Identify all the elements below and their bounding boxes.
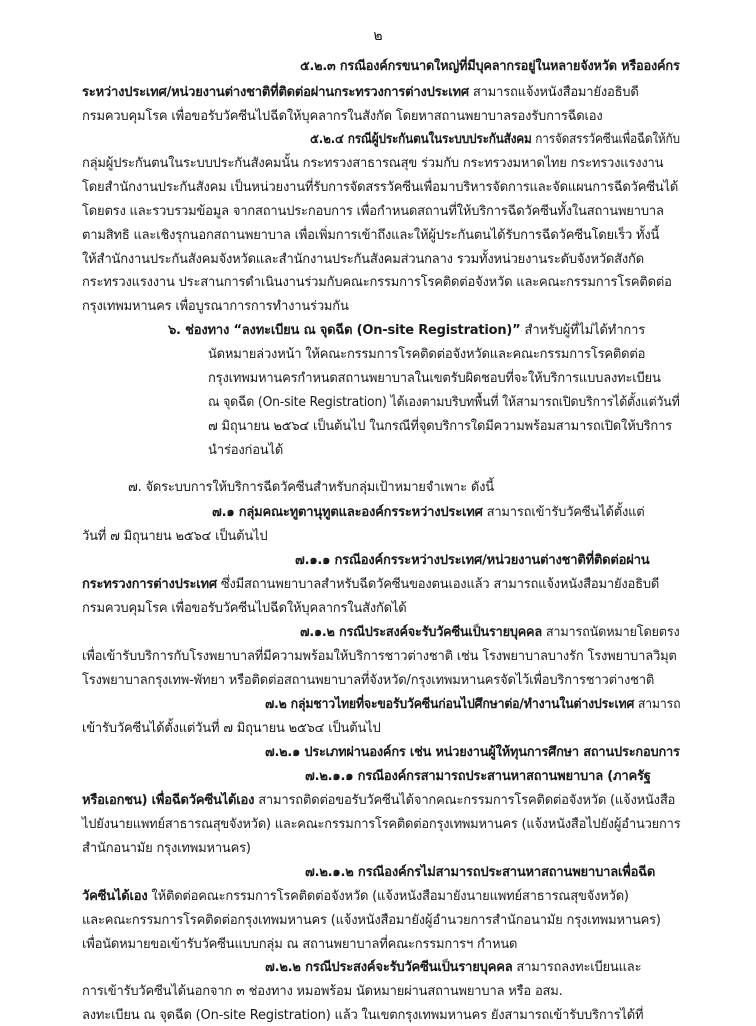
text-line bbox=[82, 154, 663, 174]
line-text: กรมควบคุมโรค เพื่อขอรับวัคซีนไปฉีดให้บุคลากรในสังกัด โดยหาสถานพยาบาลรองรับการฉีดเอง bbox=[82, 109, 603, 124]
text-line bbox=[82, 935, 517, 955]
text-line bbox=[82, 647, 677, 667]
text-line bbox=[82, 671, 654, 691]
bold-heading: หรือเอกชน) เพื่อฉีดวัคซีนได้เอง bbox=[82, 793, 255, 808]
line-text: ลงทะเบียน ณ จุดฉีด (On-site Registration) แล้ว ในเขตกรุงเทพมหานคร ยังสามารถเข้ารับบริการได้ที่ bbox=[82, 1008, 644, 1023]
text-line bbox=[82, 839, 251, 859]
line-text: การเข้ารับวัคซีนได้นอกจาก ๓ ช่องทาง หมอพร้อม นัดหมายผ่านสถานพยาบาล หรือ อสม. bbox=[82, 984, 563, 999]
text-line bbox=[82, 1006, 643, 1026]
line-text: เพื่อนัดหมายขอเข้ารับวัคซีนแบบกลุ่ม ณ สถานพยาบาลที่คณะกรรมการฯ กำหนด bbox=[82, 937, 518, 952]
text-line bbox=[300, 57, 680, 77]
bold-heading: กระทรวงการต่างประเทศ bbox=[82, 577, 217, 592]
text-line bbox=[82, 107, 603, 127]
text-line bbox=[208, 393, 680, 413]
line-text: เพื่อเข้ารับบริการกับโรงพยาบาลที่มีความพร้อมให้บริการชาวต่างชาติ เช่น โรงพยาบาลบางรัก โรงพยาบาลวิมุต bbox=[82, 649, 677, 664]
text-line bbox=[82, 202, 664, 222]
text-line bbox=[305, 767, 651, 787]
text-line bbox=[128, 478, 494, 498]
line-text: ซึ่งมีสถานพยาบาลสำหรับฉีดวัคซีนของตนเองแล้ว สามารถแจ้งหนังสือมายังอธิบดี bbox=[216, 577, 660, 592]
text-line bbox=[265, 695, 680, 715]
bold-heading: ๗.๒.๒ กรณีประสงค์จะรับวัคซีนเป็นรายบุคคล bbox=[265, 960, 513, 975]
bold-heading: ๗.๒.๑ ประเภทผ่านองค์กร เช่น หน่วยงานผู้ให้ทุนการศึกษา สถานประกอบการ bbox=[265, 745, 680, 760]
line-text: สามารถติดต่อขอรับวัคซีนได้จากคณะกรรมการโรคติดต่อจังหวัด (แจ้งหนังสือ bbox=[254, 793, 676, 808]
line-text: กรุงเทพมหานครกำหนดสถานพยาบาลในเขตรับผิดชอบที่จะให้บริการแบบลงทะเบียน bbox=[208, 371, 661, 386]
line-text: วันที่ ๗ มิถุนายน ๒๕๖๔ เป็นต้นไป bbox=[82, 529, 268, 544]
text-line bbox=[295, 551, 649, 571]
line-text: สามารถแจ้งหนังสือมายังอธิบดี bbox=[468, 85, 639, 100]
bold-heading: ระหว่างประเทศ/หน่วยงานต่างชาติที่ติดต่อผ่านกระทรวงการต่างประเทศ bbox=[82, 85, 469, 100]
line-text: เข้ารับวัคซีนได้ตั้งแต่วันที่ ๗ มิถุนายน ๒๕๖๔ เป็นต้นไป bbox=[82, 721, 381, 736]
line-text: ให้สำนักงานประกันสังคมจังหวัดและสำนักงานประกันสังคมส่วนกลาง รวมทั้งหน่วยงานระดับจังหวัดสังกัด bbox=[82, 252, 644, 267]
line-text: การจัดสรรวัคซีนเพื่อฉีดให้กับ bbox=[531, 132, 680, 147]
text-line bbox=[265, 958, 641, 978]
line-text: สามารถเข้ารับวัคซีนได้ตั้งแต่ bbox=[482, 505, 645, 520]
text-line bbox=[82, 527, 267, 547]
text-line bbox=[82, 599, 406, 619]
line-text: สามารถนัดหมายโดยตรง bbox=[541, 625, 680, 640]
bold-heading: ๖. ช่องทาง “ลงทะเบียน ณ จุดฉีด (On-site Registration)” bbox=[168, 323, 521, 338]
bold-heading: ๗.๑.๒ กรณีประสงค์จะรับวัคซีนเป็นรายบุคคล bbox=[300, 625, 542, 640]
text-line bbox=[82, 982, 563, 1002]
text-line bbox=[305, 863, 655, 883]
line-text: กลุ่มผู้ประกันตนในระบบประกันสังคมนั้น กระทรวงสาธารณสุข ร่วมกับ กระทรวงมหาดไทย กระทรวงแรงงาน bbox=[82, 156, 664, 171]
line-text: นัดหมายล่วงหน้า ให้คณะกรรมการโรคติดต่อจังหวัดและคณะกรรมการโรคติดต่อ bbox=[208, 347, 646, 362]
line-text: นำร่องก่อนได้ bbox=[208, 443, 284, 458]
text-line bbox=[208, 417, 672, 437]
text-line bbox=[82, 791, 675, 811]
line-text: กระทรวงแรงงาน ประสานการดำเนินงานร่วมกับคณะกรรมการโรคติดต่อจังหวัด และคณะกรรมการโรคติดต่อ bbox=[82, 275, 672, 290]
text-line bbox=[82, 83, 639, 103]
text-line bbox=[82, 250, 644, 270]
bold-heading: ๗.๑.๑ กรณีองค์กรระหว่างประเทศ/หน่วยงานต่างชาติที่ติดต่อผ่าน bbox=[295, 553, 650, 568]
text-line bbox=[300, 623, 680, 643]
text-line bbox=[82, 887, 629, 907]
line-text: กรุงเทพมหานคร เพื่อบูรณาการการทำงานร่วมกัน bbox=[82, 299, 349, 314]
text-line bbox=[82, 178, 678, 198]
text-line bbox=[265, 743, 680, 763]
bold-heading: วัคซีนได้เอง bbox=[82, 889, 148, 904]
line-text: ๗. จัดระบบการให้บริการฉีดวัคซีนสำหรับกลุ่มเป้าหมายจำเพาะ ดังนี้ bbox=[128, 480, 494, 495]
text-line bbox=[82, 226, 659, 246]
page-number: ๒ bbox=[373, 28, 383, 44]
line-text: โดยสำนักงานประกันสังคม เป็นหน่วยงานที่รับการจัดสรรวัคซีนเพื่อมาบริหารจัดการและจัดแผนการฉีดวัคซีนได้ bbox=[82, 180, 679, 195]
text-line bbox=[82, 273, 672, 293]
text-line bbox=[212, 503, 645, 523]
line-text: ตามสิทธิ และเชิงรุกนอกสถานพยาบาล เพื่อเพิ่มการเข้าถึงและให้ผู้ประกันตนได้รับการฉีดวัคซีนโดยเร็ว ทั้งนี้ bbox=[82, 228, 660, 243]
text-line bbox=[82, 815, 680, 835]
line-text: ไปยังนายแพทย์สาธารณสุขจังหวัด) และคณะกรรมการโรคติดต่อกรุงเทพมหานคร (แจ้งหนังสือไปยังผู้อำนวยการ bbox=[82, 817, 681, 832]
line-text: โรงพยาบาลกรุงเทพ-พัทยา หรือติดต่อสถานพยาบาลที่จังหวัด/กรุงเทพมหานครจัดไว้เพื่อบริการชาวต่างชาติ bbox=[82, 673, 655, 688]
text-line bbox=[310, 130, 680, 150]
line-text: โดยตรง และรวบรวมข้อมูล จากสถานประกอบการ เพื่อกำหนดสถานที่ให้บริการฉีดวัคซีนทั้งในสถานพยาบาล bbox=[82, 204, 664, 219]
bold-heading: ๗.๒ กลุ่มชาวไทยที่จะขอรับวัคซีนก่อนไปศึกษาต่อ/ทำงานในต่างประเทศ bbox=[265, 697, 635, 712]
text-line bbox=[208, 441, 283, 461]
bold-heading: ๗.๒.๑.๒ กรณีองค์กรไม่สามารถประสานหาสถานพยาบาลเพื่อฉีด bbox=[305, 865, 656, 880]
text-line bbox=[208, 345, 645, 365]
text-line bbox=[82, 719, 381, 739]
bold-heading: ๕.๒.๔ กรณีผู้ประกันตนในระบบประกันสังคม bbox=[310, 132, 532, 147]
text-line bbox=[168, 321, 645, 341]
text-line bbox=[208, 369, 661, 389]
line-text: สามารถ bbox=[634, 697, 681, 712]
line-text: สามารถลงทะเบียนและ bbox=[512, 960, 642, 975]
bold-heading: ๗.๒.๑.๑ กรณีองค์กรสามารถประสานหาสถานพยาบาล (ภาครัฐ bbox=[305, 769, 651, 784]
line-text: สำหรับผู้ที่ไม่ได้ทำการ bbox=[520, 323, 645, 338]
line-text: สำนักอนามัย กรุงเทพมหานคร) bbox=[82, 841, 251, 856]
line-text: กรมควบคุมโรค เพื่อขอรับวัคซีนไปฉีดให้บุคลากรในสังกัดได้ bbox=[82, 601, 407, 616]
line-text: และคณะกรรมการโรคติดต่อกรุงเทพมหานคร (แจ้งหนังสือมายังผู้อำนวยการสำนักอนามัย กรุงเทพมหานคร) bbox=[82, 913, 661, 928]
bold-heading: ๕.๒.๓ กรณีองค์กรขนาดใหญ่ที่มีบุคลากรอยู่ในหลายจังหวัด หรือองค์กร bbox=[300, 59, 680, 74]
text-line bbox=[82, 575, 659, 595]
text-line bbox=[82, 911, 661, 931]
text-line bbox=[82, 297, 349, 317]
line-text: ณ จุดฉีด (On-site Registration) ได้เองตามบริบทพื้นที่ ให้สามารถเปิดบริการได้ตั้งแต่วันที่ bbox=[208, 395, 680, 410]
line-text: ๗ มิถุนายน ๒๕๖๔ เป็นต้นไป ในกรณีที่จุดบริการใดมีความพร้อมสามารถเปิดให้บริการ bbox=[208, 419, 672, 434]
bold-heading: ๗.๑ กลุ่มคณะทูตานุทูตและองค์กรระหว่างประเทศ bbox=[212, 505, 483, 520]
line-text: ให้ติดต่อคณะกรรมการโรคติดต่อจังหวัด (แจ้งหนังสือมายังนายแพทย์สาธารณสุขจังหวัด) bbox=[147, 889, 629, 904]
